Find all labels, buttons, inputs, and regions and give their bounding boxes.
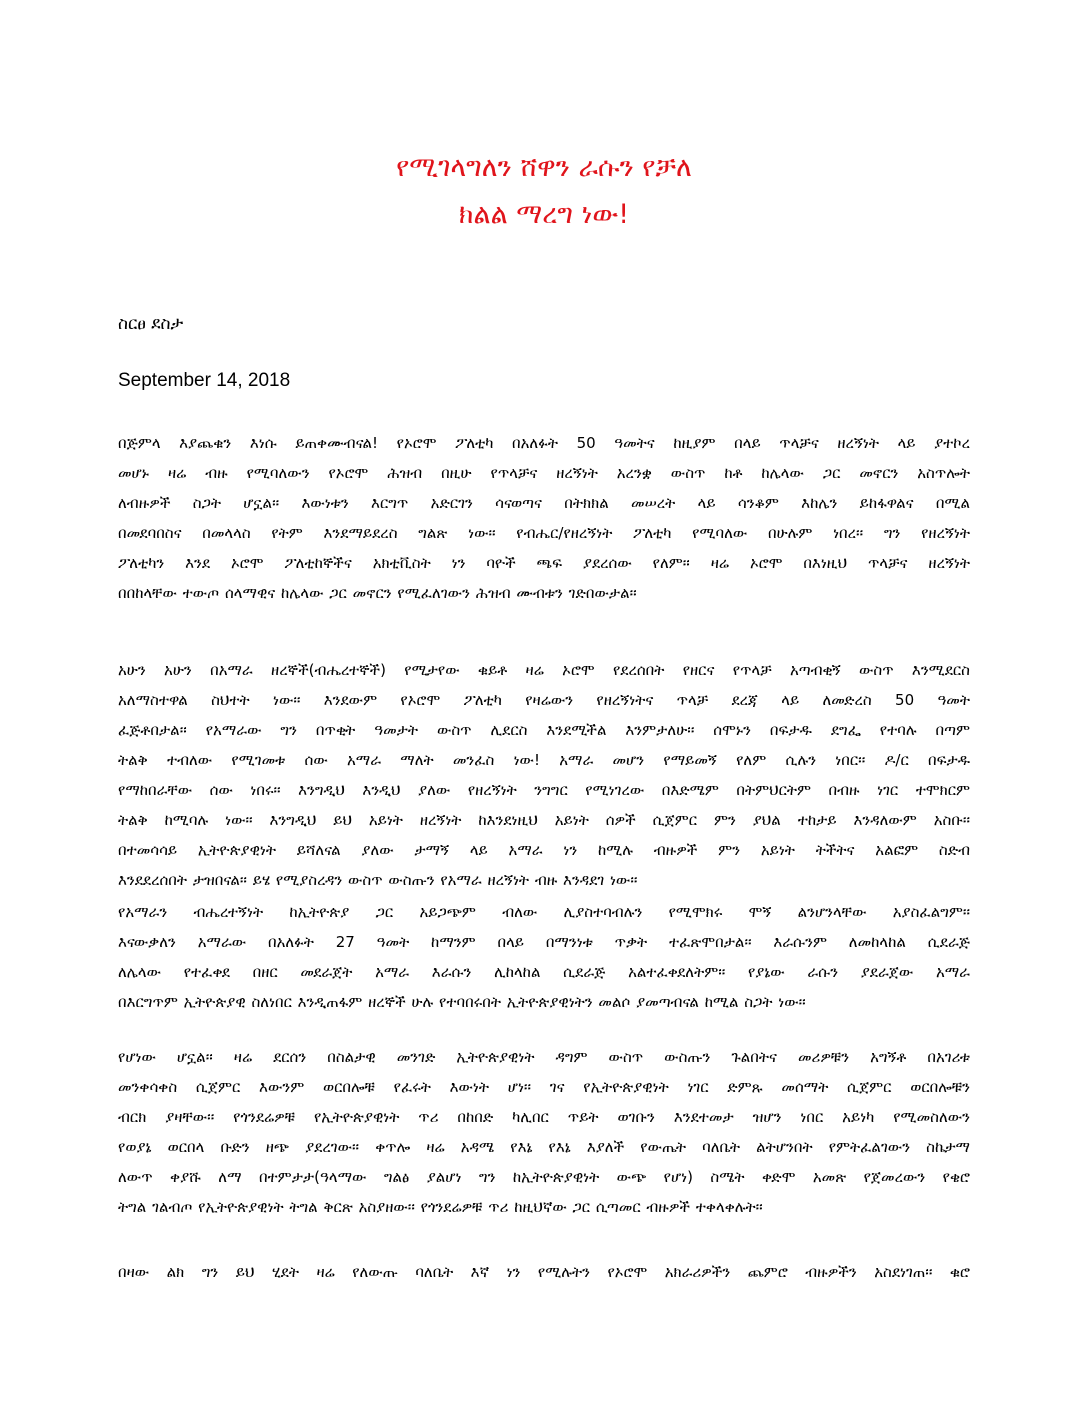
paragraph-line: ለብዙዎች ስጋት ሆኗል፡፡ እውነቱን እርግጥ አድርገን ሳናወጣና በትክክል መሠረት ላይ ሳንቆም እከሌን ይከፋዋልና በሚል	[118, 494, 970, 512]
paragraph-1	[118, 428, 970, 608]
paragraph-line: ለሌላው የተፈቀደ በዘር መደራጀት አማራ እራሱን ሊከላከል ሲደራጅ አልተፈቀደለትም፡፡ የያኔው ራሱን ያደራጀው አማራ	[118, 963, 970, 981]
paragraph-line: የወያኔ ወርበላ ቡድን ዘጭ ያደረገው፡፡ ቀጥሎ ዛሬ አዳሜ የእኔ የእኔ እያለች የውጤት ባለቤት ልትሆንበት የምትፈልገውን ስኬታማ	[118, 1138, 970, 1156]
paragraph-line: ፖለቲካን እንደ ኦሮሞ ፖለቲከኞችና አክቲቪስት ነን ባዮች ጫፍ ያደረሰው የለም፡፡ ዛሬ ኦሮሞ በእነዚህ ጥላቻና ዘረኝነት	[118, 554, 970, 572]
paragraph-5	[118, 1257, 970, 1287]
author-name: ስርፀ ደስታ	[118, 314, 184, 334]
paragraph-line: ብርክ ያዛቸው፡፡ የጎንደሬዎቹ የኢትዮጵያዊነት ጥሪ በከበድ ካሊበር ጥይት ወገቡን እንደተመታ ዝሆን ነበር አይነካ የሚመስለውን	[118, 1108, 970, 1126]
paragraph-line: በመደባበስና በመላላስ የትም እንደማይደረስ ግልጽ ነው፡፡ የብሔር/የዘረኝነት ፖለቲካ የሚባለው በሁሉም ነበረ፡፡ ግን የዘረኝነት	[118, 524, 970, 542]
paragraph-4	[118, 1042, 970, 1222]
paragraph-line: ትልቅ ተብለው የሚገመቱ ሰው አማራ ማለት መንፈስ ነው! አማራ መሆን የማይመኝ የለም ሲሉን ነበር፡፡ ዶ/ር በፍታዱ	[118, 751, 970, 769]
paragraph-line: መንቀሳቀስ ሲጀምር እውንም ወርበሎቹ የፈሩት እውነት ሆነ፡፡ ገና የኢትዮጵያዊነት ነገር ድምጹ መሰማት ሲጀምር ወርበሎቹን	[118, 1078, 970, 1096]
paragraph-line: የአማራን ብሔረተኝነት ከኢትዮጵያ ጋር አይጋጭም ብለው ሊያስተባብሉን የሚሞክሩ ሞኝ ልንሆንላቸው አያስፈልግም፡፡	[118, 903, 970, 921]
paragraph-line: ፈጅቶበታል፡፡ የአማራው ግን በጥቂት ዓመታት ውስጥ ሊደርስ እንደሚችል እንምታለሁ፡፡ ሰሞኑን በፍታዱ ደግፌ የተባሉ በጣም	[118, 721, 970, 739]
paragraph-line: እንደደረሰበት ታዝበናል፡፡ ይሄ የሚያስረዳን ውስጥ ውስጡን የአማራ ዘረኝነት ብዙ እንዳደገ ነው፡፡	[118, 871, 638, 889]
paragraph-line: ትግል ገልብጦ የኢትዮጵያዊነት ትግል ቅርጽ አስያዘው፡፡ የጎንደሬዎቹ ጥሪ ከዚህኛው ጋር ሲጣመር ብዙዎች ተቀላቀሉት፡፡	[118, 1198, 763, 1216]
paragraph-line: አለማስተዋል ስህተት ነው፡፡ እንደውም የኦሮሞ ፖለቲካ የዛሬውን የዘረኝነትና ጥላቻ ደረጃ ላይ ለመድረስ 50 ዓመት	[118, 691, 970, 709]
document-title-line-2: ክልል ማረግ ነው!	[458, 199, 630, 230]
paragraph-2	[118, 655, 970, 895]
paragraph-line: በእርግጥም ኢትዮጵያዊ ስለነበር እንዲጠፋም ዘረኞች ሁሉ የተባበሩበት ኢትዮጵያዊነትን መልሶ ያመጣብናል ከሚል ስጋት ነው፡፡	[118, 993, 806, 1011]
paragraph-line: በዛው ልክ ግን ይህ ሂደት ዛሬ የለውጡ ባለቤት እኛ ነን የሚሉትን የኦሮሞ አክራሪዎችን ጨምሮ ብዙዎችን አስደነገጠ፡፡ ቁሮ	[118, 1263, 970, 1281]
paragraph-line: እናውቃለን አማራው በአለፉት 27 ዓመት ከማንም በላይ በማንነቱ ጥቃት ተፈጽሞበታል፡፡ እራሱንም ለመከላከል ሲደራጅ	[118, 933, 970, 951]
paragraph-line: በበከላቸው ተውጦ ሰላማዊና ከሌላው ጋር መኖርን የሚፈለገውን ሕዝብ ሙብቱን ገድበውታል፡፡	[118, 584, 637, 602]
paragraph-line: የማከበራቸው ሰው ነበሩ፡፡ እንግዲህ እንዲህ ያለው የዘረኝነት ንግግር የሚነገረው በእድሜም በትምህርትም በብዙ ነገር ተሞክርም	[118, 781, 970, 799]
paragraph-line: መሆኑ ዛሬ ብዙ የሚባለውን የኦሮሞ ሕዝብ በዚሁ የጥላቻና ዘረኝነት አረንቋ ውስጥ ከቶ ከሌላው ጋር መኖርን አስጥሎት	[118, 464, 970, 482]
paragraph-line: የሆነው ሆኗል፡፡ ዛሬ ደርሰን በስልታዊ መንገድ ኢትዮጵያዊነት ዳግም ውስጥ ውስጡን ጉልበትና መሪዎቹን አግኝቶ በአገሪቱ	[118, 1048, 970, 1066]
paragraph-line: በጅምላ እያጨቁን እነሱ ይጠቀሙብናል! የኦሮሞ ፖለቲካ በአለፉት 50 ዓመትና ከዚያም በላይ ጥላቻና ዘረኝነት ላይ ያተኮረ	[118, 434, 970, 452]
paragraph-line: በተመሳሳይ ኢትዮጵያዊነት ይሻለናል ያለው ታማኝ ላይ አማራ ነን ከሚሉ ብዙዎች ምን አይነት ትችትና አልፎም ስድብ	[118, 841, 970, 859]
paragraph-line: ትልቅ ከሚባሉ ነው፡፡ እንግዲህ ይህ አይነት ዘረኝነት ከእንደነዚህ አይነት ሰዎች ሲጀምር ምን ያህል ተከታይ እንዳለውም አስቡ፡፡	[118, 811, 970, 829]
paragraph-line: ለውጥ ቀያሹ ለማ በተምታታ(ዓላማው ግልፅ ያልሆነ ግን ከኢትዮጵያዊነት ውጭ የሆነ) ስሜት ቀድሞ አመጽ የጀመረውን የቄሮ	[118, 1168, 970, 1186]
document-title-line-1: የሚገላግለን ሸዋን ራሱን የቻለ	[396, 152, 692, 183]
publication-date: September 14, 2018	[118, 370, 291, 391]
paragraph-line: አሁን አሁን በአማራ ዘረኞች(ብሔረተኞች) የሚታየው ቁይቶ ዛሬ ኦሮሞ የደረሰበት የዘርና የጥላቻ አጣብቂኝ ውስጥ እንሚደርስ	[118, 661, 970, 679]
paragraph-3	[118, 897, 970, 1017]
